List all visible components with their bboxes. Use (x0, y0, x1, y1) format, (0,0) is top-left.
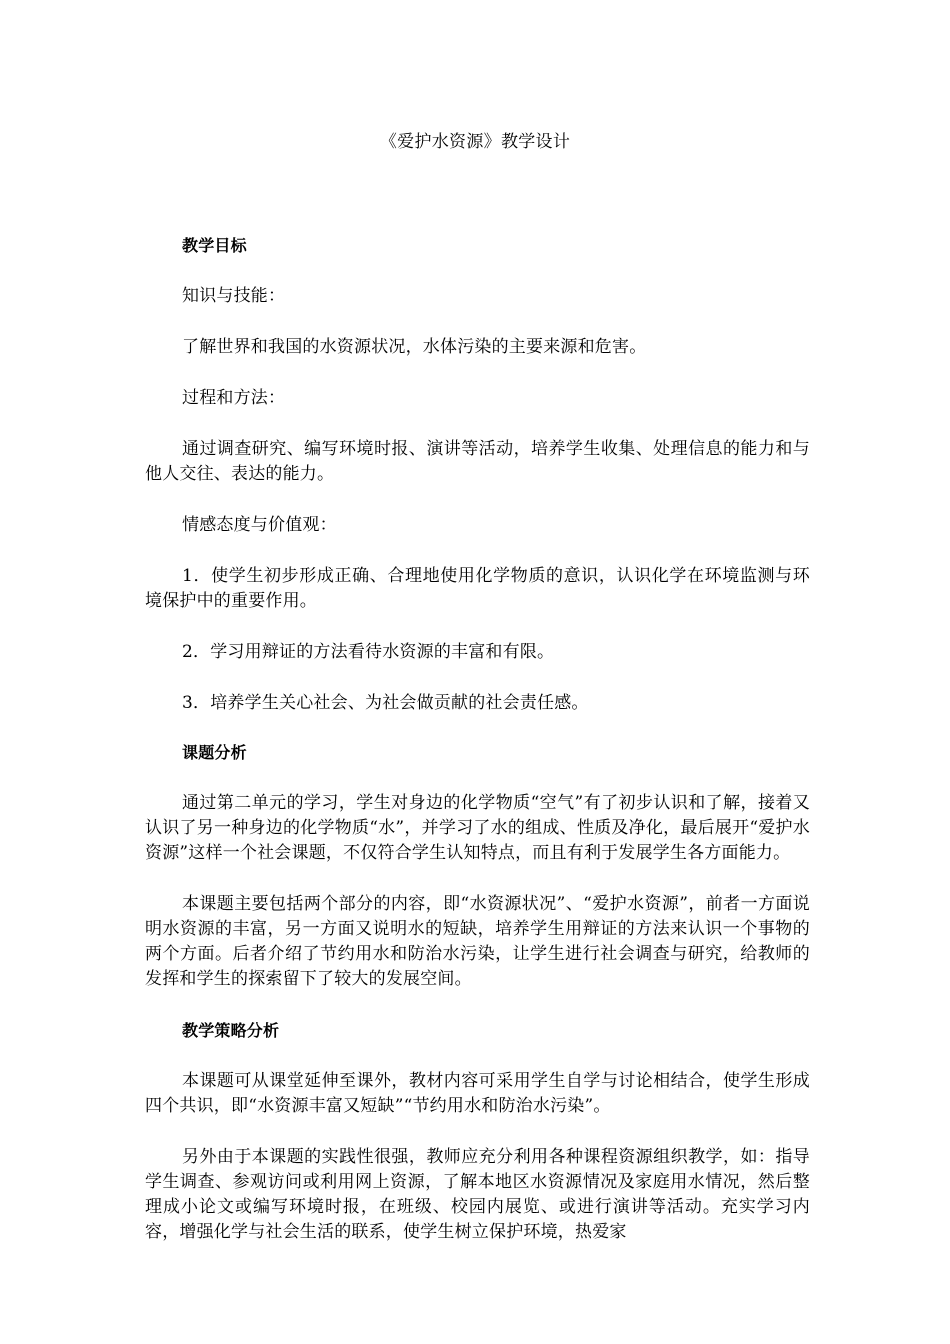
process-label: 过程和方法： (182, 388, 286, 408)
knowledge-label: 知识与技能： (182, 286, 286, 306)
knowledge-text: 了解世界和我国的水资源状况，水体污染的主要来源和危害。 (182, 337, 647, 357)
emotion-item-2: 2．学习用辩证的方法看待水资源的丰富和有限。 (182, 642, 555, 662)
section-heading-strategy: 教学策略分析 (182, 1021, 280, 1040)
analysis-paragraph-1: 通过第二单元的学习，学生对身边的化学物质“空气”有了初步认识和了解，接着又认识了另一种身边的化学物质“水”，并学习了水的组成、性质及净化，最后展开“爱护水资源”这样一个社会课题，不仅符合学生认知特点，而且有利于发展学生各方面能力。 (145, 793, 810, 863)
emotion-label: 情感态度与价值观： (182, 515, 337, 535)
emotion-item-3: 3．培养学生关心社会、为社会做贡献的社会责任感。 (182, 693, 589, 713)
process-text: 通过调查研究、编写环境时报、演讲等活动，培养学生收集、处理信息的能力和与他人交往、表达的能力。 (145, 439, 810, 484)
section-heading-objectives: 教学目标 (182, 236, 247, 255)
strategy-paragraph-2: 另外由于本课题的实践性很强，教师应充分利用各种课程资源组织教学，如：指导学生调查、参观访问或利用网上资源，了解本地区水资源情况及家庭用水情况，然后整理成小论文或编写环境时报，在班级、校园内展览、或进行演讲等活动。充实学习内容，增强化学与社会生活的联系，使学生树立保护环境，热爱家 (145, 1147, 810, 1242)
document-title: 《爱护水资源》教学设计 (379, 132, 571, 152)
analysis-paragraph-2: 本课题主要包括两个部分的内容，即“水资源状况”、“爱护水资源”，前者一方面说明水资源的丰富，另一方面又说明水的短缺，培养学生用辩证的方法来认识一个事物的两个方面。后者介绍了节约用水和防治水污染，让学生进行社会调查与研究，给教师的发挥和学生的探索留下了较大的发展空间。 (145, 894, 810, 989)
document-body (145, 233, 810, 1271)
strategy-paragraph-1: 本课题可从课堂延伸至课外，教材内容可采用学生自学与讨论相结合，使学生形成四个共识，即“水资源丰富又短缺”“节约用水和防治水污染”。 (145, 1071, 810, 1116)
section-heading-analysis: 课题分析 (182, 743, 247, 762)
emotion-item-1: 1．使学生初步形成正确、合理地使用化学物质的意识，认识化学在环境监测与环境保护中的重要作用。 (145, 566, 810, 611)
